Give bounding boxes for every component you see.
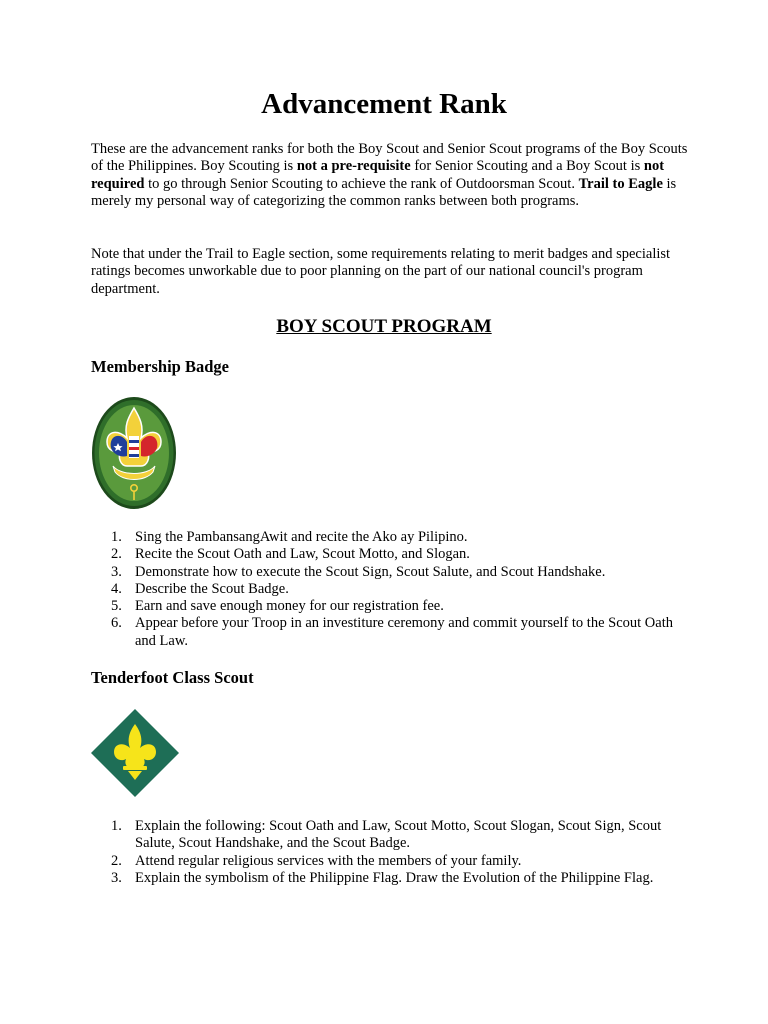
list-item — [91, 870, 691, 887]
list-item-text: Appear before your Troop in an investiture ceremony and commit yourself to the Scout Oath and Law. — [135, 615, 673, 649]
intro-text-2: for Senior Scouting and a Boy Scout is — [410, 158, 644, 175]
intro-text-3: to go through Senior Scouting to achieve the rank of Outdoorsman Scout. — [144, 175, 579, 192]
list-item-number: 3. — [111, 563, 122, 580]
list-item-text: Earn and save enough money for our registration fee. — [135, 598, 444, 615]
membership-badge-icon — [91, 396, 177, 510]
list-item — [91, 818, 691, 853]
list-item-number: 6. — [111, 615, 122, 632]
section-heading-tenderfoot: Tenderfoot Class Scout — [91, 668, 254, 687]
list-item-text: Demonstrate how to execute the Scout Sign, Scout Salute, and Scout Handshake. — [135, 563, 606, 580]
list-item-number: 2. — [111, 546, 122, 563]
list-item-number: 4. — [111, 580, 122, 597]
list-item — [91, 598, 691, 615]
list-item-text: Sing the PambansangAwit and recite the Ako ay Pilipino. — [135, 529, 468, 545]
tenderfoot-badge-icon — [90, 708, 180, 798]
program-heading: BOY SCOUT PROGRAM — [276, 316, 492, 337]
tenderfoot-requirements-list — [91, 818, 691, 887]
list-item — [91, 529, 691, 546]
intro-bold-2: not required — [91, 158, 665, 192]
list-item-number: 5. — [111, 598, 122, 615]
list-item-number: 2. — [111, 852, 122, 869]
list-item-text: Explain the following: Scout Oath and Law, Scout Motto, Scout Slogan, Scout Sign, Scout Salute, Scout Handshake, and the Scout Badge. — [135, 818, 662, 852]
list-item-text: Describe the Scout Badge. — [135, 580, 289, 597]
page-title: Advancement Rank — [261, 88, 507, 120]
intro-text-4: is merely my personal way of categorizing the common ranks between both programs. — [91, 175, 677, 209]
list-item — [91, 853, 691, 870]
list-item — [91, 546, 691, 563]
section-heading-membership: Membership Badge — [91, 357, 229, 376]
intro-paragraph — [91, 141, 691, 210]
list-item-text: Explain the symbolism of the Philippine Flag. Draw the Evolution of the Philippine Flag. — [135, 869, 654, 886]
intro-text-1: These are the advancement ranks for both the Boy Scout and Senior Scout programs of the Boy Scouts of the Philippines. Boy Scouting is — [91, 141, 688, 175]
list-item — [91, 564, 691, 581]
list-item-number: 3. — [111, 869, 122, 886]
list-item — [91, 615, 691, 650]
list-item-text: Attend regular religious services with the members of your family. — [135, 852, 522, 869]
intro-bold-1: not a pre-requisite — [296, 158, 411, 175]
intro-bold-3: Trail to Eagle — [578, 175, 663, 192]
note-paragraph: Note that under the Trail to Eagle section, some requirements relating to merit badges and specialist ratings becomes unworkable due to poor planning on the part of our national council's program department. — [91, 246, 671, 297]
membership-requirements-list — [91, 529, 691, 650]
list-item — [91, 581, 691, 598]
list-item-number: 1. — [111, 818, 122, 834]
list-item-number: 1. — [111, 529, 122, 545]
list-item-text: Recite the Scout Oath and Law, Scout Motto, and Slogan. — [135, 546, 470, 563]
